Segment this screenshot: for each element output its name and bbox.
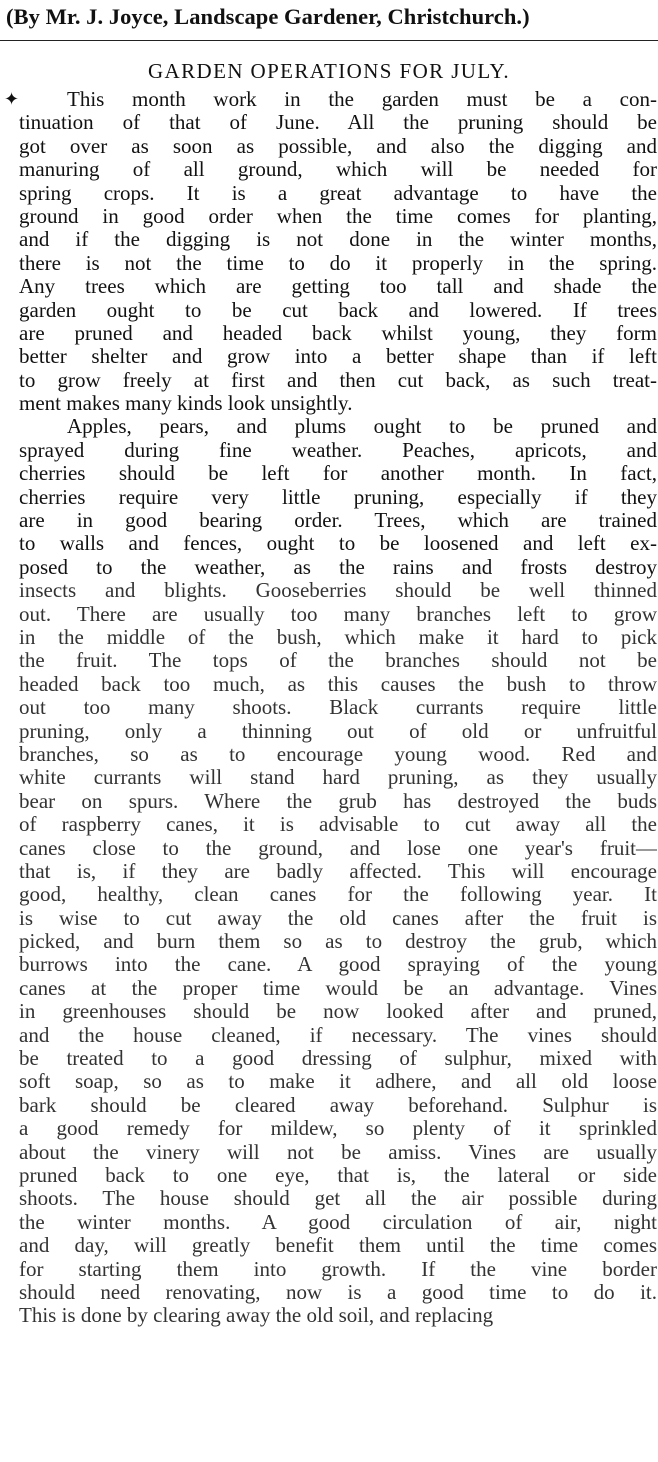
article-line: garden ought to be cut back and lowered. If trees xyxy=(19,298,657,322)
article-line: to grow freely at first and then cut back, as such treat- xyxy=(19,368,657,392)
article-line: about the vinery will not be amiss. Vines are usually xyxy=(19,1140,657,1164)
article-line: branches, so as to encourage young wood. Red and xyxy=(19,742,657,766)
article-line: be treated to a good dressing of sulphur, mixed with xyxy=(19,1047,657,1071)
article-line: in greenhouses should be now looked after and pruned, xyxy=(19,1000,657,1024)
article-line: got over as soon as possible, and also the digging and xyxy=(19,134,657,158)
article-line: posed to the weather, as the rains and frosts destroy xyxy=(19,555,657,579)
article-line: and if the digging is not done in the winter months, xyxy=(19,228,657,252)
article-line: should need renovating, now is a good time to do it. xyxy=(19,1280,657,1304)
article-line: canes at the proper time would be an advantage. Vines xyxy=(19,976,657,1000)
article-heading: GARDEN OPERATIONS FOR JULY. xyxy=(147,59,511,83)
article-line: cherries require very little pruning, especially if they xyxy=(19,485,657,509)
article-line: Any trees which are getting too tall and shade the xyxy=(19,275,657,299)
article-line: Apples, pears, and plums ought to be pruned and xyxy=(67,415,657,439)
article-body xyxy=(19,88,657,1328)
divider-rule xyxy=(0,40,658,41)
article-line: canes close to the ground, and lose one year's fruit— xyxy=(19,836,657,860)
article-line: cherries should be left for another month. In fact, xyxy=(19,462,657,486)
article-line: of raspberry canes, it is advisable to cut away all the xyxy=(19,813,657,837)
article-line: This month work in the garden must be a con- xyxy=(67,88,657,111)
article-line: tinuation of that of June. All the pruning should be xyxy=(19,111,657,135)
article-line: are in good bearing order. Trees, which are trained xyxy=(19,509,657,533)
article-line: the fruit. The tops of the branches should not be xyxy=(19,649,657,673)
article-line: is wise to cut away the old canes after the fruit is xyxy=(19,906,657,930)
article-line: for starting them into growth. If the vine border xyxy=(19,1257,657,1281)
article-line: bear on spurs. Where the grub has destroyed the buds xyxy=(19,789,657,813)
article-line: white currants will stand hard pruning, as they usually xyxy=(19,766,657,790)
article-line: ment makes many kinds look unsightly. xyxy=(19,392,353,416)
article-line: pruned back to one eye, that is, the lateral or side xyxy=(19,1163,657,1187)
article-line: sprayed during fine weather. Peaches, apricots, and xyxy=(19,438,657,462)
article-line: spring crops. It is a great advantage to have the xyxy=(19,181,657,205)
byline: (By Mr. J. Joyce, Landscape Gardener, Christchurch.) xyxy=(6,4,530,29)
article-line: good, healthy, clean canes for the following year. It xyxy=(19,883,657,907)
article-line: pruning, only a thinning out of old or unfruitful xyxy=(19,719,657,743)
article-line: out. There are usually too many branches left to grow xyxy=(19,602,657,626)
article-line: out too many shoots. Black currants require little xyxy=(19,696,657,720)
article-line: bark should be cleared away beforehand. Sulphur is xyxy=(19,1093,657,1117)
article-line: and the house cleaned, if necessary. The vines should xyxy=(19,1023,657,1047)
hand-mark-icon: ✦ xyxy=(4,89,20,109)
article-line: shoots. The house should get all the air possible during xyxy=(19,1187,657,1211)
article-line: in the middle of the bush, which make it hard to pick xyxy=(19,625,657,649)
article-line: This is done by clearing away the old soil, and replacing xyxy=(19,1304,494,1328)
article-line: manuring of all ground, which will be needed for xyxy=(19,158,657,182)
article-line: picked, and burn them so as to destroy the grub, which xyxy=(19,930,657,954)
article-line: soft soap, so as to make it adhere, and all old loose xyxy=(19,1070,657,1094)
article-line: better shelter and grow into a better shape than if left xyxy=(19,345,657,369)
article-line: and day, will greatly benefit them until the time comes xyxy=(19,1234,657,1258)
article-line: headed back too much, as this causes the bush to throw xyxy=(19,672,657,696)
article-line: a good remedy for mildew, so plenty of it sprinkled xyxy=(19,1117,657,1141)
article-line: there is not the time to do it properly in the spring. xyxy=(19,251,657,275)
article-line: to walls and fences, ought to be loosened and left ex- xyxy=(19,532,657,556)
article-line: burrows into the cane. A good spraying of the young xyxy=(19,953,657,977)
article-line: the winter months. A good circulation of air, night xyxy=(19,1210,657,1234)
article-line: that is, if they are badly affected. This will encourage xyxy=(19,859,657,883)
article-line: insects and blights. Gooseberries should be well thinned xyxy=(19,579,657,603)
article-line: are pruned and headed back whilst young, they form xyxy=(19,321,657,345)
article-line: ground in good order when the time comes for planting, xyxy=(19,204,657,228)
